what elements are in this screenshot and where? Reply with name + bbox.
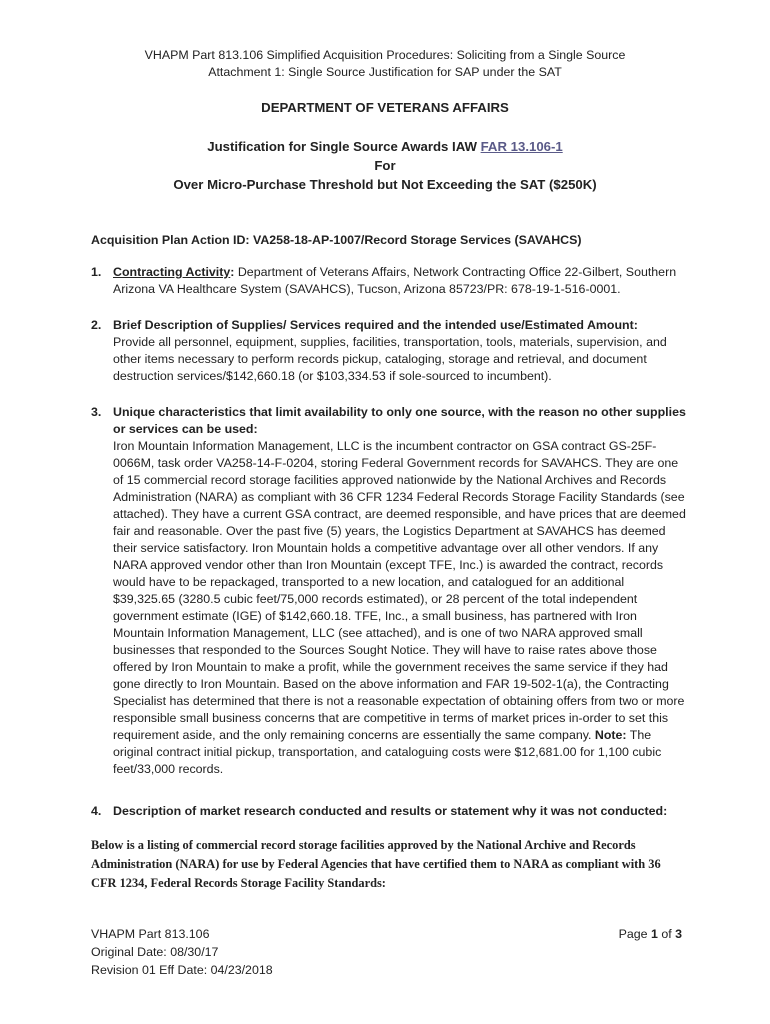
item-text: Provide all personnel, equipment, supplies, facilities, transportation, tools, materials, supervision, and other items necessary to perform records pickup, cataloging, storage and retrieval, and document destruction services/$142,660.18 (or $103,334.53 if sole-sourced to incumbent). [113,335,667,383]
item-number: 2. [91,318,102,332]
acquisition-plan-id: Acquisition Plan Action ID: VA258-18-AP-1007/Record Storage Services (SAVAHCS) [91,233,582,247]
page-total: 3 [675,927,682,941]
note-label: Note: [594,728,627,742]
footer-part: VHAPM Part 813.106 [91,927,210,941]
item-text-block [113,438,689,778]
section-item-4 [91,803,689,820]
far-link[interactable]: FAR 13.106-1 [480,139,563,154]
note-text: The original contract initial pickup, transportation, and cataloguing costs were $12,681.00 for 1,100 cubic feet/33,000 records. [113,728,662,776]
page-number [619,926,682,943]
section-item-3 [91,404,689,778]
page-prefix: Page [618,927,651,941]
header-line-1: VHAPM Part 813.106 Simplified Acquisition Procedures: Soliciting from a Single Source [144,48,626,62]
justification-prefix: Justification for Single Source Awards IAW [207,139,481,154]
item-number: 4. [91,804,102,818]
item-text: Iron Mountain Information Management, LLC is the incumbent contractor on GSA contract GS-25F-0066M, task order VA258-14-F-0204, storing Federal Government records for SAVAHCS. They are one of 15 commercial record storage facilities approved nationwide by the National Archives and Records Administration (NARA) as compliant with 36 CFR 1234 Federal Records Storage Facility Standards (see attached). They have a current GSA contract, are deemed responsible, and have prices that are deemed fair and reasonable. Over the past five (5) years, the Logistics Department at SAVAHCS has deemed their service satisfactory. Iron Mountain holds a competitive advantage over all other vendors. If any NARA approved vendor other than Iron Mountain (except TFE, Inc.) is awarded the contract, records would have to be repackaged, transported to a new location, and catalogued for an additional $39,325.65 (3280.5 cubic feet/75,000 records estimated), or 28 percent of the total independent government estimate (IGE) of $142,660.18. TFE, Inc., a small business, has partnered with Iron Mountain Information Management, LLC (see attached), and is one of two NARA approved small businesses that responded to the Sources Sought Notice. They will have to raise rates above those offered by Iron Mountain to make a profit, while the government receives the same service if they had gone directly to Iron Mountain. Based on the above information and FAR 19-502-1(a), the Contracting Specialist has determined that there is not a reasonable expectation of obtaining offers from two or more responsible small business concerns that are competitive in terms of market prices in-order to set this requirement aside, and the only remaining concerns are essentially the same company. [113,439,686,742]
footer-revision: Revision 01 Eff Date: 04/23/2018 [91,963,273,977]
item-body [113,264,689,298]
department-title: DEPARTMENT OF VETERANS AFFAIRS [261,100,509,115]
item-body [113,404,689,778]
item-heading: Brief Description of Supplies/ Services required and the intended use/Estimated Amount: [113,318,638,332]
item-heading: Contracting Activity [113,265,231,279]
item-heading-colon: : [230,265,235,279]
item-number: 3. [91,405,102,419]
section-item-2 [91,317,689,385]
page-current: 1 [650,927,658,941]
item-body [113,317,689,385]
item-text: Department of Veterans Affairs, Network Contracting Office 22-Gilbert, Southern Arizona VA Healthcare System (SAVAHCS), Tucson, Arizona 85723/PR: 678-19-1-516-0001. [113,265,677,296]
item-heading: Description of market research conducted and results or statement why it was not conducted: [113,804,668,818]
threshold-line: Over Micro-Purchase Threshold but Not Exceeding the SAT ($250K) [173,177,597,192]
footer-original-date: Original Date: 08/30/17 [91,945,219,959]
item-heading: Unique characteristics that limit availability to only one source, with the reason no other supplies or services can be used: [113,405,686,436]
for-line: For [374,158,396,173]
listing-statement: Below is a listing of commercial record storage facilities approved by the National Archive and Records Administration (NARA) for use by Federal Agencies that have certified them to NARA as compliant with 36 CFR 1234, Federal Records Storage Facility Standards: [91,838,661,890]
page-of: of [657,927,676,941]
section-item-1 [91,264,689,298]
header-line-2: Attachment 1: Single Source Justification for SAP under the SAT [208,65,562,79]
justification-title [0,137,770,156]
item-number: 1. [91,265,102,279]
